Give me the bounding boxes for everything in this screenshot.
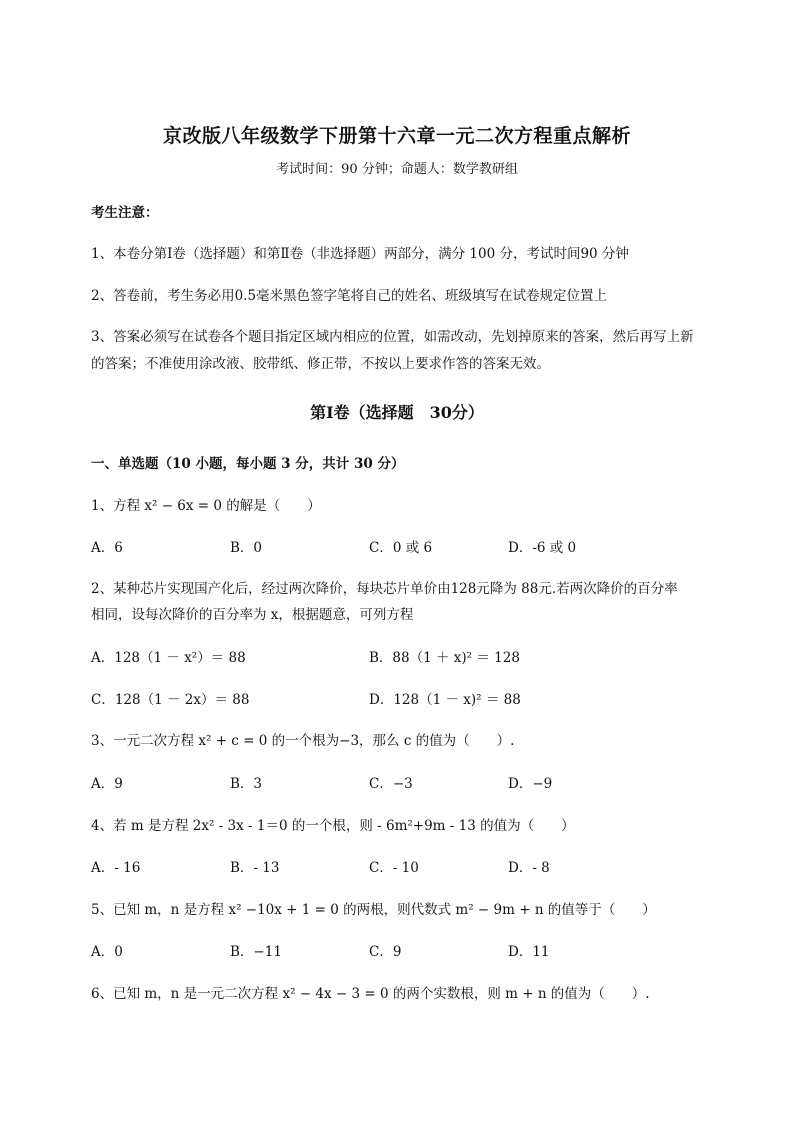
page-subtitle: 考试时间：90 分钟；命题人：数学教研组: [276, 162, 518, 177]
question-stem-5: 5、已知 m，n 是方程 x² −10x + 1 = 0 的两根，则代数式 m² − 9m + n 的值等于（ ）: [91, 902, 656, 918]
question-stem-3: 3、一元二次方程 x² + c = 0 的一个根为−3，那么 c 的值为（ ）.: [91, 733, 515, 749]
option-d: D．- 8: [508, 860, 550, 876]
option-c: C．- 10: [369, 860, 419, 876]
page-title: 京改版八年级数学下册第十六章一元二次方程重点解析: [162, 125, 631, 147]
notice-item: 的答案；不准使用涂改液、胶带纸、修正带，不按以上要求作答的答案无效。: [91, 356, 550, 372]
option-d: D．-6 或 0: [508, 540, 577, 556]
question-stem-4: 4、若 m 是方程 2x² - 3x - 1＝0 的一个根，则 - 6m²+9m - 13 的值为（ ）: [91, 818, 575, 834]
notice-item: 2、答卷前，考生务必用0.5毫米黑色签字笔将自己的姓名、班级填写在试卷规定位置上: [91, 288, 608, 304]
option-b: B．0: [230, 540, 263, 556]
option-a: A．- 16: [91, 860, 141, 876]
option-c: C．128（1 － 2x）＝ 88: [91, 692, 250, 708]
option-d: D．−9: [508, 776, 553, 792]
option-c: C．0 或 6: [369, 540, 433, 556]
option-a: A．9: [91, 776, 123, 792]
question-stem-1: 1、方程 x² − 6x = 0 的解是（ ）: [91, 498, 321, 514]
option-d: D．128（1 － x)² ＝ 88: [369, 692, 521, 708]
option-d: D．11: [508, 944, 550, 960]
option-a: A．0: [91, 944, 123, 960]
question-stem-6: 6、已知 m，n 是一元二次方程 x² − 4x − 3 = 0 的两个实数根，则 m + n 的值为（ ）.: [91, 986, 650, 1002]
part-heading: 一、单选题（10 小题，每小题 3 分，共计 30 分）: [91, 456, 405, 472]
question-stem-2: 2、某种芯片实现国产化后，经过两次降价，每块芯片单价由128元降为 88元.若两次降价的百分率: [91, 581, 678, 597]
option-b: B．88（1 ＋ x)² ＝ 128: [369, 650, 520, 666]
option-b: B．−11: [230, 944, 282, 960]
option-a: A．6: [91, 540, 123, 556]
notice-item: 1、本卷分第Ⅰ卷（选择题）和第Ⅱ卷（非选择题）两部分，满分 100 分，考试时间90 分钟: [91, 246, 629, 262]
option-b: B．- 13: [230, 860, 280, 876]
notice-item: 3、答案必须写在试卷各个题目指定区域内相应的位置，如需改动，先划掉原来的答案，然后再写上新: [91, 329, 694, 345]
option-c: C．9: [369, 944, 402, 960]
section-title: 第Ⅰ卷（选择题 30分）: [310, 403, 484, 422]
option-b: B．3: [230, 776, 263, 792]
option-c: C．−3: [369, 776, 413, 792]
notice-heading: 考生注意：: [91, 205, 159, 221]
question-stem-2-cont: 相同，设每次降价的百分率为 x，根据题意，可列方程: [91, 607, 414, 623]
option-a: A．128（1 － x²）＝ 88: [91, 650, 246, 666]
